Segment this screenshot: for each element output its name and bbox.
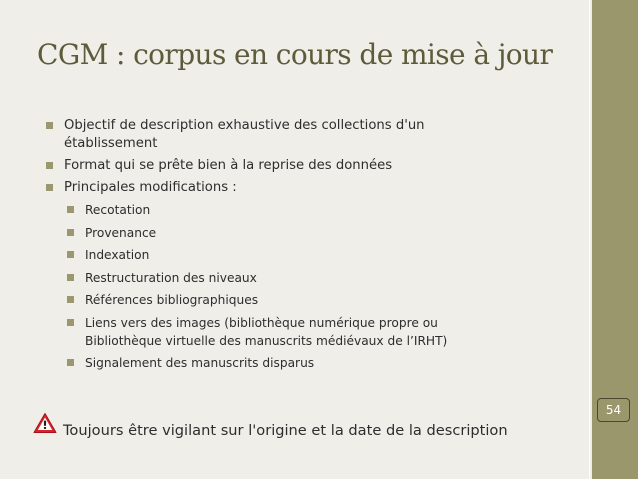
bullet-marker (67, 229, 74, 236)
sub-bullet-text: Restructuration des niveaux (85, 270, 257, 285)
bullet-item (40, 157, 560, 175)
sub-bullet-text: Références bibliographiques (85, 293, 259, 307)
sub-bullet-text: Signalement des manuscrits disparus (85, 356, 315, 370)
page-number: 54 (597, 398, 630, 422)
warning-triangle-icon (33, 412, 57, 434)
sub-bullet-item (40, 246, 560, 264)
bullet-marker (67, 274, 74, 281)
bullet-text: Principales modifications : (64, 180, 237, 195)
bullet-text: Objectif de description exhaustive des collections d'un (64, 118, 425, 133)
sub-bullet-item (40, 314, 560, 350)
bullet-marker (67, 251, 74, 258)
sidebar-divider (589, 0, 590, 479)
bullet-marker (67, 206, 74, 213)
bullet-marker (46, 162, 53, 169)
bullet-marker (67, 359, 74, 366)
bullet-marker (67, 319, 74, 326)
bullet-list (40, 117, 560, 377)
sub-bullet-text: Liens vers des images (bibliothèque numérique propre ou (85, 315, 438, 330)
sub-bullet-item (40, 291, 560, 309)
sub-bullet-item (40, 269, 560, 287)
bullet-item (40, 117, 560, 153)
bullet-marker (67, 296, 74, 303)
bullet-text: Format qui se prête bien à la reprise des données (64, 158, 393, 173)
sub-bullet-item (40, 354, 560, 372)
sub-bullet-text: Provenance (85, 225, 157, 240)
bullet-marker (46, 184, 53, 191)
bullet-item (40, 179, 560, 197)
warning-text: Toujours être vigilant sur l'origine et la date de la description (63, 422, 508, 439)
sub-bullet-item (40, 224, 560, 242)
sub-bullet-text: Recotation (85, 203, 151, 217)
sub-bullet-text-continuation: Bibliothèque virtuelle des manuscrits médiévaux de l’IRHT) (85, 333, 448, 348)
slide-title: CGM : corpus en cours de mise à jour (37, 38, 553, 71)
bullet-marker (46, 122, 53, 129)
sub-bullet-item (40, 201, 560, 219)
bullet-text-continuation: établissement (64, 136, 158, 151)
sub-bullet-text: Indexation (85, 248, 150, 262)
